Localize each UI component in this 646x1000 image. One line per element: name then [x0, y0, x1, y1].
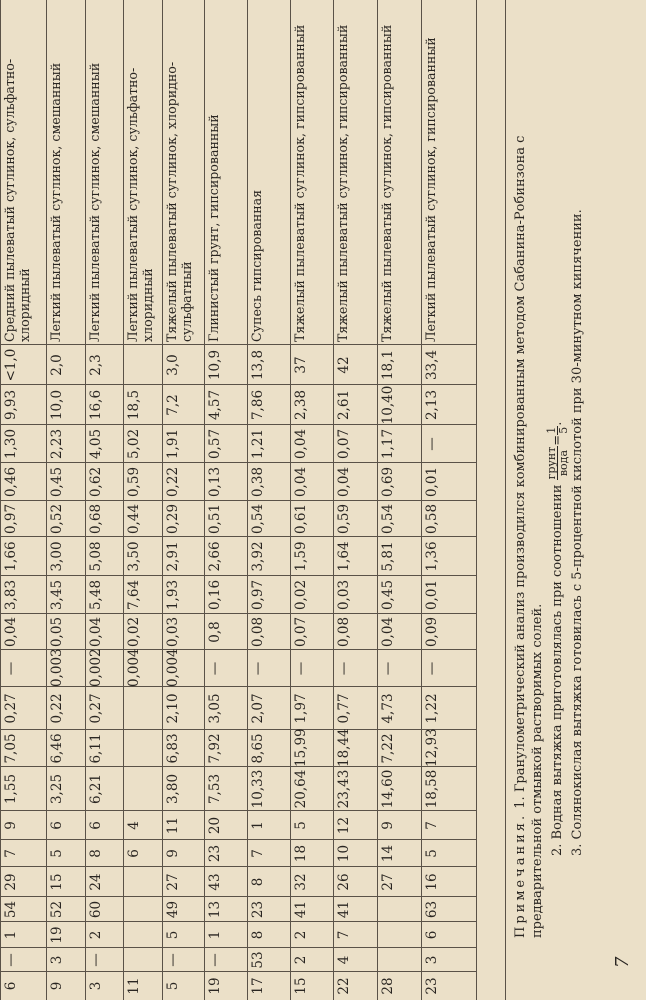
table-cell: <1,0 — [3, 348, 19, 382]
table-cell: 0,08 — [250, 616, 266, 648]
table-cell: 53 — [250, 951, 266, 969]
note-1-text: 1. Гранулометрический анализ производился комбинированным методом Сабанина-Робинзона с предварительной отмывкой растворимых солей. — [513, 135, 545, 938]
table-cell: 0,62 — [88, 466, 104, 498]
table-cell: 5 — [293, 821, 309, 830]
table-cell: 7 — [3, 849, 19, 858]
table-cell: 5 — [424, 849, 440, 858]
table-cell: 63 — [424, 900, 440, 919]
table-cell: 6 — [3, 981, 19, 991]
table-cell: — — [165, 953, 181, 967]
table-cell: 1,17 — [380, 428, 396, 460]
table-cell: 5 — [165, 930, 181, 940]
table-cell: 33,4 — [424, 349, 440, 381]
table-cell: 1,22 — [424, 693, 440, 724]
note-2-fraction: грунт вода — [545, 446, 570, 480]
table-cell: 26 — [336, 873, 352, 891]
table-cell: 32 — [293, 873, 309, 891]
row-divider — [476, 0, 477, 1000]
table-cell: 0,38 — [250, 466, 266, 498]
table-cell: 29 — [3, 873, 19, 891]
table-cell: 54 — [3, 900, 19, 919]
table-cell: 4 — [336, 955, 352, 965]
column-divider — [0, 971, 476, 972]
soil-description-cell: Тяжелый пылеватый суглинок, гипсированный — [292, 24, 307, 342]
table-cell: 19 — [207, 977, 223, 995]
soil-description-cell: Супесь гипсированная — [249, 189, 264, 342]
table-cell: 41 — [336, 900, 352, 919]
table-cell: 3 — [424, 955, 440, 965]
column-divider — [0, 613, 476, 614]
table-cell: 1,91 — [165, 428, 181, 460]
table-cell: 3 — [49, 955, 65, 965]
table-cell: 9 — [3, 821, 19, 830]
table-cell: — — [336, 661, 352, 676]
table-cell: 0,27 — [3, 693, 19, 724]
table-cell: 9,93 — [3, 389, 19, 421]
column-divider — [0, 896, 476, 897]
table-cell: 6,46 — [49, 733, 65, 764]
table-cell: 7,2 — [165, 394, 181, 416]
table-cell: 14 — [380, 844, 396, 863]
soil-description-cell: Легкий пылеватый суглинок, гипсированный — [423, 37, 438, 342]
table-cell: 23 — [424, 977, 440, 995]
table-cell: 0,52 — [49, 503, 65, 535]
table-cell: 0,02 — [126, 616, 142, 648]
table-cell: 3,80 — [165, 773, 181, 805]
table-cell: 10,40 — [380, 385, 396, 425]
table-cell: 52 — [49, 900, 65, 919]
table-cell: 22 — [336, 977, 352, 995]
table-cell: 2 — [293, 955, 309, 965]
table-cell: 17 — [250, 977, 266, 995]
table-cell: — — [3, 661, 19, 676]
soil-description-cell: Легкий пылеватый суглинок, смешанный — [48, 62, 63, 342]
table-cell: 1 — [250, 821, 266, 830]
table-cell: 0,68 — [88, 503, 104, 535]
table-cell: 0,01 — [424, 579, 440, 611]
table-cell: 2,91 — [165, 541, 181, 572]
table-cell: 18,5 — [126, 389, 142, 421]
table-cell: 12 — [336, 816, 352, 835]
table-cell: 2,23 — [49, 428, 65, 460]
table-cell: 0,8 — [207, 621, 223, 643]
table-cell: — — [88, 953, 104, 967]
table-cell: 0,04 — [293, 466, 309, 498]
table-cell: 20 — [207, 816, 223, 835]
table-cell: 3,45 — [49, 579, 65, 611]
soil-description-cell: Средний пылеватый суглинок, сульфатно-хлоридный — [2, 58, 32, 342]
table-cell: 3 — [88, 981, 104, 991]
table-cell: 7,64 — [126, 579, 142, 611]
column-divider — [0, 947, 476, 948]
table-cell: 1,66 — [3, 541, 19, 572]
note-2-ratio: 1 5 — [545, 426, 570, 434]
note-2-text: 2. Водная вытяжка приготовлялась при соотношении — [550, 484, 565, 856]
table-cell: 3,50 — [126, 541, 142, 572]
table-cell: — — [424, 437, 440, 451]
table-cell: 7 — [250, 849, 266, 858]
table-cell: 0,04 — [293, 428, 309, 460]
table-cell: 18 — [293, 844, 309, 863]
soil-description-cell: Легкий пылеватый суглинок, сульфатно-хлоридный — [125, 67, 155, 342]
table-cell: 6 — [49, 821, 65, 830]
table-cell: 0,002 — [88, 648, 104, 687]
table-cell: 4 — [126, 821, 142, 830]
table-cell: 5 — [165, 981, 181, 991]
table-cell: 18,44 — [336, 728, 352, 767]
table-cell: — — [207, 953, 223, 967]
table-cell: 6 — [88, 821, 104, 830]
table-cell: 3,92 — [250, 541, 266, 572]
table-cell: 4,57 — [207, 389, 223, 421]
table-cell: 0,03 — [165, 616, 181, 648]
table-cell: 9 — [49, 981, 65, 991]
table-cell: 0,61 — [293, 503, 309, 535]
table-cell: 18,58 — [424, 769, 440, 809]
table-cell: 0,04 — [380, 616, 396, 648]
table-cell: 0,04 — [3, 616, 19, 648]
table-cell: 14,60 — [380, 769, 396, 809]
table-cell: 0,51 — [207, 503, 223, 535]
table-cell: 8 — [250, 930, 266, 940]
notes-heading: Примечания. — [513, 812, 528, 938]
table-cell: 15 — [293, 977, 309, 995]
table-cell: 13 — [207, 900, 223, 919]
table-cell: 7 — [424, 821, 440, 830]
table-cell: 7,86 — [250, 389, 266, 421]
table-cell: 60 — [88, 900, 104, 919]
table-cell: 0,46 — [3, 466, 19, 498]
table-cell: 3,00 — [49, 541, 65, 572]
table-cell: 16 — [424, 873, 440, 891]
table-cell: 20,64 — [293, 769, 309, 809]
table-cell: 6,83 — [165, 733, 181, 764]
column-divider — [0, 729, 476, 730]
table-cell: 10,0 — [49, 389, 65, 421]
table-cell: 7 — [336, 930, 352, 940]
table-cell: 28 — [380, 977, 396, 995]
table-cell: 0,69 — [380, 466, 396, 498]
table-cell: 24 — [88, 873, 104, 891]
notes-section — [512, 38, 586, 938]
table-cell: 15 — [49, 873, 65, 891]
table-cell: — — [380, 661, 396, 676]
table-cell: 10 — [336, 844, 352, 863]
column-divider — [0, 462, 476, 463]
table-cell: 9 — [165, 849, 181, 858]
table-cell: 1,55 — [3, 773, 19, 805]
column-divider — [0, 424, 476, 425]
table-cell: 3,05 — [207, 693, 223, 724]
table-cell: 0,01 — [424, 466, 440, 498]
table-cell: 13,8 — [250, 349, 266, 381]
table-cell: 16,6 — [88, 389, 104, 421]
table-cell: 0,54 — [380, 503, 396, 535]
table-cell: — — [3, 953, 19, 967]
table-cell: 10,33 — [250, 769, 266, 809]
table-cell: 0,77 — [336, 693, 352, 724]
table-cell: 0,07 — [293, 616, 309, 648]
table-cell: 4,73 — [380, 693, 396, 724]
table-cell: 3,0 — [165, 354, 181, 376]
table-cell: 0,02 — [293, 579, 309, 611]
table-cell: 1,30 — [3, 428, 19, 460]
table-cell: 0,04 — [336, 466, 352, 498]
table-cell: 1 — [3, 930, 19, 940]
soil-description-cell: Тяжелый пылеватый суглинок, гипсированный — [335, 24, 350, 342]
table-cell: 6 — [126, 849, 142, 858]
table-cell: 0,44 — [126, 503, 142, 535]
table-cell: 2,66 — [207, 541, 223, 572]
column-divider — [0, 686, 476, 687]
table-cell: 2 — [88, 930, 104, 940]
table-cell: — — [250, 661, 266, 676]
table-cell: 2 — [293, 930, 309, 940]
table-cell: 2,07 — [250, 693, 266, 724]
table-cell: 2,0 — [49, 354, 65, 376]
table-cell: 5,02 — [126, 428, 142, 460]
table-cell: 37 — [293, 356, 309, 374]
table-cell: 0,45 — [380, 579, 396, 611]
table-cell: — — [207, 661, 223, 676]
table-cell: — — [424, 661, 440, 676]
column-divider — [0, 866, 476, 867]
table-cell: 23 — [207, 844, 223, 863]
table-cell: 27 — [165, 873, 181, 891]
page-number: 7 — [612, 956, 633, 968]
table-cell: 0,13 — [207, 466, 223, 498]
table-cell: 6,21 — [88, 773, 104, 805]
column-divider — [0, 921, 476, 922]
table-cell: 18,1 — [380, 349, 396, 381]
table-cell: 2,10 — [165, 693, 181, 724]
table-cell: 7,53 — [207, 773, 223, 805]
table-cell: 6 — [424, 930, 440, 940]
table-cell: 0,09 — [424, 616, 440, 648]
table-cell: 8 — [250, 877, 266, 887]
table-cell: 42 — [336, 356, 352, 374]
column-divider — [0, 810, 476, 811]
table-cell: 0,54 — [250, 503, 266, 535]
note-1 — [512, 38, 546, 938]
table-cell: 3,25 — [49, 773, 65, 805]
table-cell: 11 — [126, 977, 142, 995]
table-cell: 0,08 — [336, 616, 352, 648]
column-divider — [0, 839, 476, 840]
table-cell: 10,9 — [207, 349, 223, 381]
table-cell: 0,57 — [207, 428, 223, 460]
table-cell: 5 — [49, 849, 65, 858]
table-cell: 2,3 — [88, 354, 104, 376]
table-cell: 0,59 — [336, 503, 352, 535]
table-cell: 11 — [165, 816, 181, 835]
table-cell: 7,05 — [3, 733, 19, 764]
table-cell: 15,99 — [293, 728, 309, 767]
table-cell: 7,92 — [207, 733, 223, 764]
table-cell: 12,93 — [424, 728, 440, 767]
table-cell: 0,22 — [49, 693, 65, 724]
table-cell: 6,11 — [88, 733, 104, 764]
table-cell: 49 — [165, 900, 181, 919]
table-cell: 7,22 — [380, 733, 396, 764]
table-cell: 2,61 — [336, 389, 352, 421]
column-divider — [0, 344, 476, 345]
table-cell: 1,93 — [165, 579, 181, 611]
table-cell: 1,97 — [293, 693, 309, 724]
table-cell: 0,45 — [49, 466, 65, 498]
table-cell: 0,03 — [336, 579, 352, 611]
table-cell: 2,13 — [424, 389, 440, 421]
table-cell: 9 — [380, 821, 396, 830]
soil-description-cell: Тяжелый пылеватый суглинок, хлоридно-сульфатный — [164, 61, 194, 342]
table-cell: 0,004 — [126, 648, 142, 687]
table-cell: 0,22 — [165, 466, 181, 498]
table-cell: 2,38 — [293, 389, 309, 421]
table-cell: 23 — [250, 900, 266, 919]
table-cell: 27 — [380, 873, 396, 891]
table-cell: 4,05 — [88, 428, 104, 460]
table-cell: 1 — [207, 930, 223, 940]
table-cell: 0,05 — [49, 616, 65, 648]
column-divider — [0, 766, 476, 767]
row-divider — [505, 0, 506, 1000]
table-cell: 5,08 — [88, 541, 104, 572]
table-cell: 0,004 — [165, 648, 181, 687]
table-cell: 0,07 — [336, 428, 352, 460]
table-cell: 3,83 — [3, 579, 19, 611]
column-divider — [0, 384, 476, 385]
table-cell: 0,29 — [165, 503, 181, 535]
soil-description-cell: Легкий пылеватый суглинок, смешанный — [87, 62, 102, 342]
table-cell: 43 — [207, 873, 223, 891]
note-2: 2. Водная вытяжка приготовлялась при соотношении грунт вода = 1 5 . — [545, 421, 570, 856]
column-divider — [0, 649, 476, 650]
table-cell: 5,48 — [88, 579, 104, 611]
table-cell: 1,36 — [424, 541, 440, 572]
table-cell: 0,04 — [88, 616, 104, 648]
table-cell: 0,59 — [126, 466, 142, 498]
table-cell: 0,58 — [424, 503, 440, 535]
table-cell: 0,97 — [3, 503, 19, 535]
table-cell: 0,16 — [207, 579, 223, 611]
soil-description-cell: Тяжелый пылеватый суглинок, гипсированный — [379, 24, 394, 342]
table-cell: 23,43 — [336, 769, 352, 809]
table-cell: — — [293, 661, 309, 676]
table-cell: 0,003 — [49, 648, 65, 687]
soil-description-cell: Глинистый грунт, гипсированный — [206, 114, 221, 342]
table-cell: 1,64 — [336, 541, 352, 572]
column-divider — [0, 575, 476, 576]
table-cell: 19 — [49, 926, 65, 944]
table-cell: 0,27 — [88, 693, 104, 724]
column-divider — [0, 536, 476, 537]
column-divider — [0, 500, 476, 501]
table-cell: 0,97 — [250, 579, 266, 611]
table-cell: 8,65 — [250, 733, 266, 764]
table-cell: 1,59 — [293, 541, 309, 572]
table-cell: 8 — [88, 849, 104, 858]
note-3: 3. Солянокислая вытяжка готовилась с 5-процентной кислотой при 30-минутном кипячении. — [570, 209, 585, 856]
table-cell: 1,21 — [250, 428, 266, 460]
table-cell: 41 — [293, 900, 309, 919]
table-cell: 5,81 — [380, 541, 396, 572]
